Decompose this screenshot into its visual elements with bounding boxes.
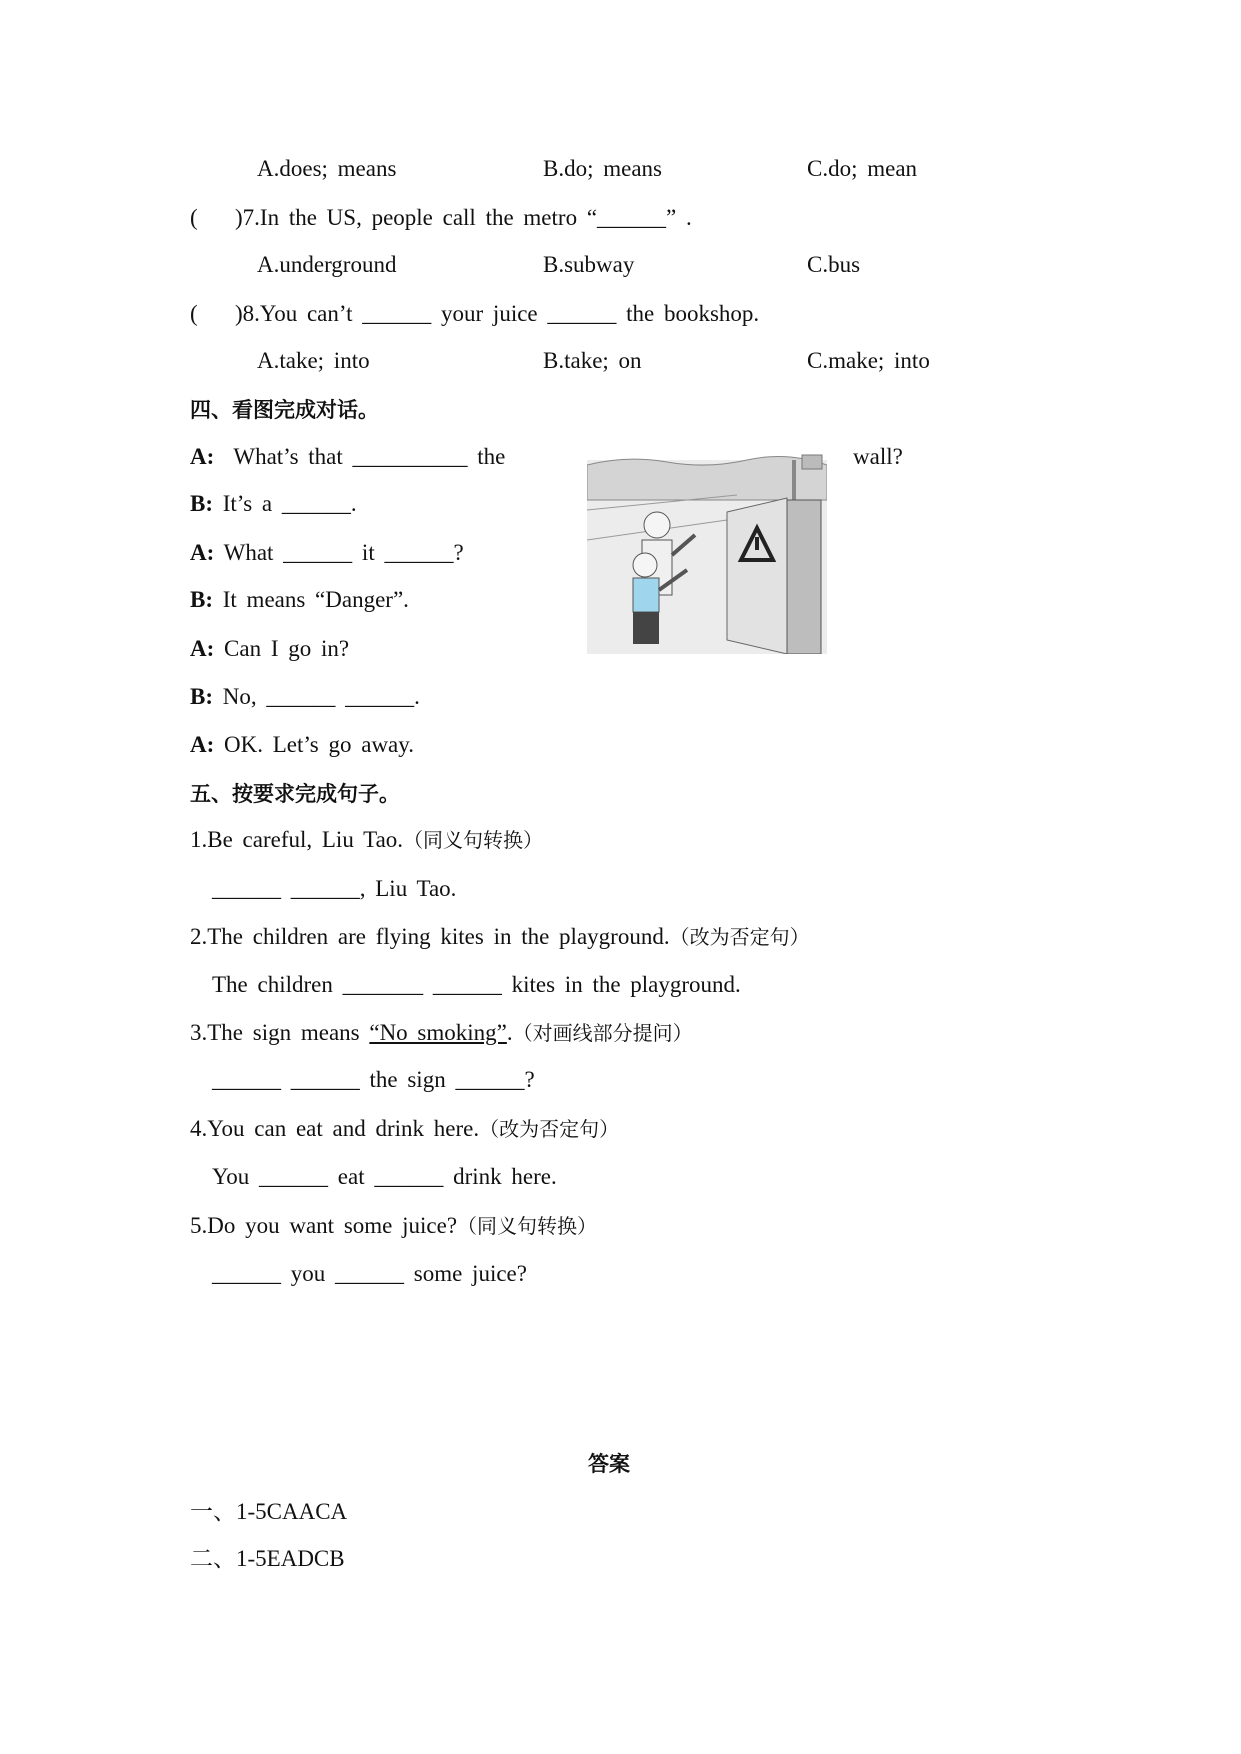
task-answer: The children _______ ______ kites in the playground. <box>212 972 741 997</box>
q8-option-c: C.make; into <box>807 348 930 373</box>
q7-option-a: A.underground <box>257 252 397 277</box>
question-text: 5.Do you want some juice? <box>190 1213 458 1238</box>
q7-paren: ( <box>190 205 198 230</box>
q7-option-b: B.subway <box>543 252 635 277</box>
question-note: （改为否定句） <box>479 1117 620 1141</box>
task-question <box>190 923 810 951</box>
q7-text: )7.In the US, people call the metro “______” . <box>235 205 692 230</box>
danger-sign-illustration <box>587 440 827 654</box>
line-text: It’s a ______. <box>222 491 357 516</box>
answers-title: 答案 <box>588 1452 630 1476</box>
task-question <box>190 1019 693 1047</box>
dialogue-line <box>190 586 409 614</box>
question-note: （对画线部分提问） <box>512 1021 693 1045</box>
question-text: 4.You can eat and drink here. <box>190 1116 480 1141</box>
q8-paren: ( <box>190 301 198 326</box>
line-text: It means “Danger”. <box>222 587 409 612</box>
q8-text: )8.You can’t ______ your juice ______ the bookshop. <box>235 301 760 326</box>
task-question <box>190 826 543 854</box>
dialogue-line <box>190 539 464 567</box>
line-text: Can I go in? <box>224 636 350 661</box>
q6-option-a: A.does; means <box>257 156 397 181</box>
question-note: （改为否定句） <box>669 925 810 949</box>
line-text: OK. Let’s go away. <box>224 732 415 757</box>
question-text: 2.The children are flying kites in the playground. <box>190 924 670 949</box>
task-question <box>190 1115 619 1143</box>
q8-option-a: A.take; into <box>257 348 370 373</box>
section5-title: 五、按要求完成句子。 <box>190 782 400 806</box>
underlined-phrase: “No smoking” <box>369 1020 507 1045</box>
dialogue-line <box>190 443 505 471</box>
speaker: B: <box>190 491 213 516</box>
task-answer: ______ ______, Liu Tao. <box>212 876 457 901</box>
task-answer: ______ you ______ some juice? <box>212 1261 527 1286</box>
line-text: What ______ it ______? <box>223 540 464 565</box>
dialogue-line <box>190 490 357 518</box>
q7-option-c: C.bus <box>807 252 861 277</box>
answer-line: 一、1-5CAACA <box>190 1499 348 1524</box>
speaker: A: <box>190 732 215 757</box>
question-text-end: . <box>506 1020 513 1045</box>
question-note: （同义句转换） <box>457 1214 598 1238</box>
q6-option-b: B.do; means <box>543 156 662 181</box>
task-question <box>190 1212 597 1240</box>
line-text: No, ______ ______. <box>222 684 420 709</box>
dialogue-line <box>190 635 349 663</box>
task-answer: ______ ______ the sign ______? <box>212 1067 535 1092</box>
task-answer: You ______ eat ______ drink here. <box>212 1164 557 1189</box>
dialogue-line-tail: wall? <box>853 444 903 469</box>
section4-title: 四、看图完成对话。 <box>190 398 379 422</box>
q6-option-c: C.do; mean <box>807 156 918 181</box>
speaker: A: <box>190 540 215 565</box>
question-text: 3.The sign means <box>190 1020 370 1045</box>
q8-option-b: B.take; on <box>543 348 642 373</box>
speaker: B: <box>190 684 213 709</box>
speaker: A: <box>190 636 215 661</box>
dialogue-line <box>190 731 414 759</box>
answer-line: 二、1-5EADCB <box>190 1546 345 1571</box>
question-note: （同义句转换） <box>403 828 544 852</box>
speaker: A: <box>190 444 215 469</box>
speaker: B: <box>190 587 213 612</box>
question-text: 1.Be careful, Liu Tao. <box>190 827 404 852</box>
line-text: What’s that __________ the <box>233 444 506 469</box>
dialogue-line <box>190 683 420 711</box>
